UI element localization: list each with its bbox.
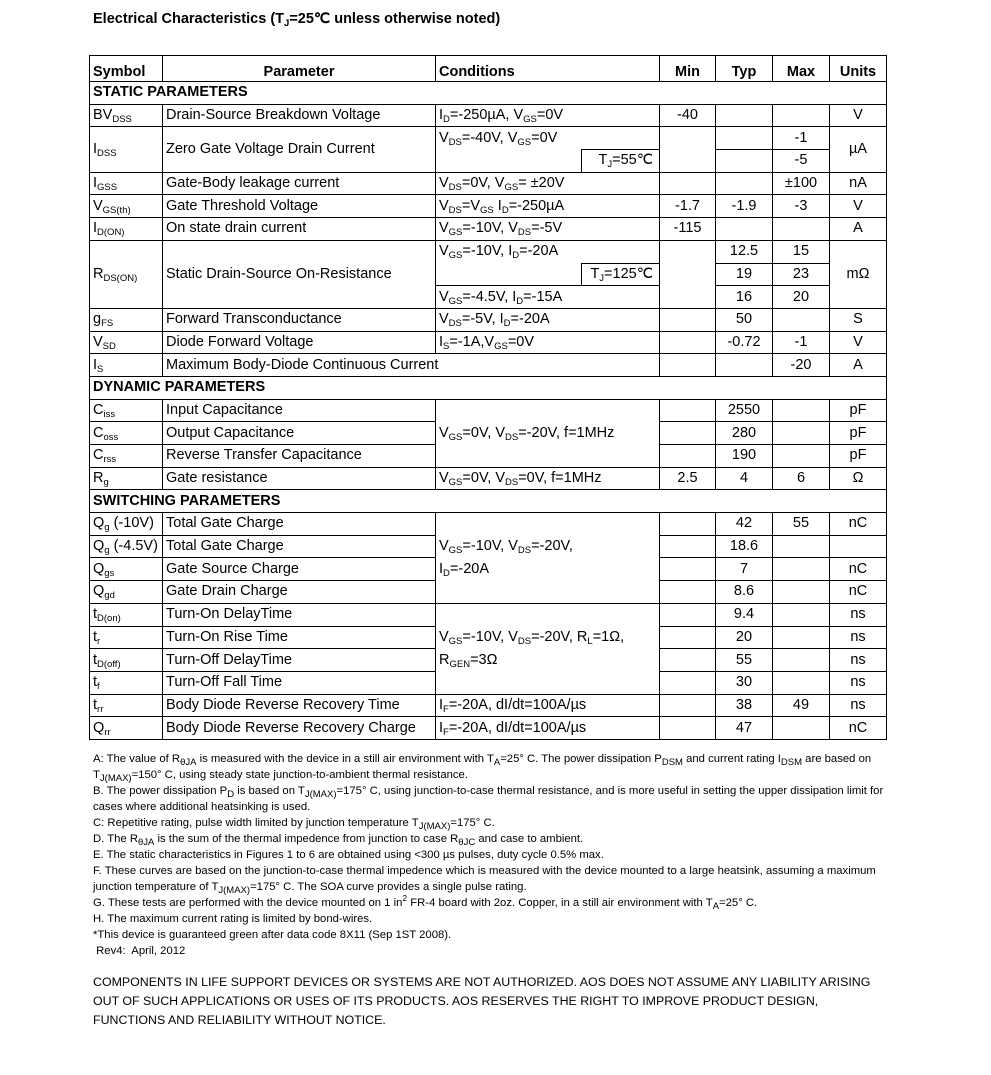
temperature-condition-cell: $T_J=55℃$ bbox=[582, 150, 660, 173]
units-cell: V bbox=[830, 331, 887, 354]
max-cell: 23 bbox=[773, 263, 830, 286]
table-row bbox=[90, 127, 887, 150]
symbol-cell: $t_f$ bbox=[90, 671, 163, 694]
table-row bbox=[90, 104, 887, 127]
parameter-cell: Gate Drain Charge bbox=[163, 581, 436, 604]
parameter-cell: Gate Source Charge bbox=[163, 558, 436, 581]
symbol-cell: $g_{FS}$ bbox=[90, 308, 163, 331]
max-cell bbox=[773, 399, 830, 422]
table-row bbox=[90, 467, 887, 490]
max-cell: -5 bbox=[773, 150, 830, 173]
min-cell: -1.7 bbox=[660, 195, 716, 218]
header-symbol: Symbol bbox=[90, 56, 163, 82]
parameter-cell: Turn-Off Fall Time bbox=[163, 671, 436, 694]
min-cell bbox=[660, 694, 716, 717]
condition-cell: $I_D=-250\mu A$, $V_{GS}=0V$ bbox=[436, 104, 660, 127]
min-cell bbox=[660, 626, 716, 649]
section-static: STATIC PARAMETERS bbox=[90, 82, 887, 105]
min-cell bbox=[660, 581, 716, 604]
max-cell: 49 bbox=[773, 694, 830, 717]
units-cell: ns bbox=[830, 626, 887, 649]
condition-cell: $V_{GS}=-10V$, $I_D=-20A$ bbox=[436, 240, 660, 263]
condition-cell: $V_{GS}=-4.5V$, $I_D=-15A$ bbox=[436, 286, 660, 309]
temperature-condition-cell: $T_J=125℃$ bbox=[582, 263, 660, 286]
typ-cell bbox=[716, 127, 773, 150]
typ-cell: 18.6 bbox=[716, 535, 773, 558]
parameter-cell: Static Drain-Source On-Resistance bbox=[163, 240, 436, 308]
typ-cell: 20 bbox=[716, 626, 773, 649]
parameter-cell: Gate-Body leakage current bbox=[163, 172, 436, 195]
footnote: C: Repetitive rating, pulse width limited by junction temperature $T_{J(MAX)}=175^\circ$ C. bbox=[93, 817, 495, 832]
typ-cell: 16 bbox=[716, 286, 773, 309]
min-cell bbox=[660, 671, 716, 694]
electrical-characteristics-table bbox=[89, 55, 887, 740]
table-row bbox=[90, 399, 887, 422]
max-cell: 15 bbox=[773, 240, 830, 263]
min-cell: -40 bbox=[660, 104, 716, 127]
table-row bbox=[90, 308, 887, 331]
typ-cell bbox=[716, 218, 773, 241]
units-cell: ns bbox=[830, 649, 887, 672]
parameter-cell: Maximum Body-Diode Continuous Current bbox=[163, 354, 660, 377]
units-cell: ns bbox=[830, 671, 887, 694]
typ-cell: 50 bbox=[716, 308, 773, 331]
condition-cell: $I_F=-20A$, dI/dt=100A/µs bbox=[436, 717, 660, 740]
units-cell: V bbox=[830, 195, 887, 218]
table-row bbox=[90, 603, 887, 626]
table-row bbox=[90, 172, 887, 195]
footnote: G. These tests are performed with the device mounted on 1 $in^2$ FR-4 board with 2oz. Copper, in a still air environment with $T_A=25^\circ$ C. bbox=[93, 893, 758, 912]
symbol-cell: $Q_g$ (-4.5V) bbox=[90, 535, 163, 558]
min-cell bbox=[660, 308, 716, 331]
symbol-cell: $C_{oss}$ bbox=[90, 422, 163, 445]
parameter-cell: Output Capacitance bbox=[163, 422, 436, 445]
max-cell bbox=[773, 218, 830, 241]
min-cell bbox=[660, 354, 716, 377]
units-cell: pF bbox=[830, 445, 887, 468]
units-cell: A bbox=[830, 354, 887, 377]
parameter-cell: Turn-On Rise Time bbox=[163, 626, 436, 649]
parameter-cell: Total Gate Charge bbox=[163, 513, 436, 536]
min-cell bbox=[660, 445, 716, 468]
symbol-cell: $C_{iss}$ bbox=[90, 399, 163, 422]
symbol-cell: $I_{D(ON)}$ bbox=[90, 218, 163, 241]
units-cell: nC bbox=[830, 513, 887, 536]
typ-cell: 42 bbox=[716, 513, 773, 536]
units-cell: mΩ bbox=[830, 240, 887, 308]
min-cell bbox=[660, 240, 716, 308]
max-cell bbox=[773, 535, 830, 558]
footnote: F. These curves are based on the junction-to-case thermal impedence which is measured with the device mounted to a large heatsink, assuming a maximum junction temperature of $T_{J(MAX)}=175^\circ$ C. The SOA curve provides a single pulse rating. bbox=[93, 865, 876, 896]
section-switching: SWITCHING PARAMETERS bbox=[90, 490, 887, 513]
footnote: *This device is guaranteed green after data code 8X11 (Sep 1ST 2008). bbox=[93, 929, 452, 941]
units-cell bbox=[830, 535, 887, 558]
condition-cell: $V_{DS}=V_{GS}$ $I_D=-250\mu A$ bbox=[436, 195, 660, 218]
disclaimer: COMPONENTS IN LIFE SUPPORT DEVICES OR SYSTEMS ARE NOT AUTHORIZED. AOS DOES NOT ASSUME ANY LIABILITY ARISING OUT OF SUCH APPLICATIONS OR USES OF ITS PRODUCTS. AOS RESERVES THE RIGHT TO IMPROVE PRODUCT DESIGN, FUNCTIONS AND RELIABILITY WITHOUT NOTICE. bbox=[93, 975, 871, 1027]
max-cell bbox=[773, 649, 830, 672]
symbol-cell: $I_{GSS}$ bbox=[90, 172, 163, 195]
typ-cell: -0.72 bbox=[716, 331, 773, 354]
condition-cell: $V_{GS}=-10V$, $V_{DS}=-20V$, $R_L=1\Omega$, $R_{GEN}=3\Omega$ bbox=[436, 603, 660, 694]
max-cell bbox=[773, 422, 830, 445]
max-cell: 6 bbox=[773, 467, 830, 490]
typ-cell bbox=[716, 104, 773, 127]
typ-cell: 7 bbox=[716, 558, 773, 581]
symbol-cell: $R_{DS(ON)}$ bbox=[90, 240, 163, 308]
max-cell: -1 bbox=[773, 127, 830, 150]
section-dynamic: DYNAMIC PARAMETERS bbox=[90, 376, 887, 399]
header-min: Min bbox=[660, 56, 716, 82]
typ-cell: 8.6 bbox=[716, 581, 773, 604]
typ-cell bbox=[716, 354, 773, 377]
symbol-cell: $t_{D(off)}$ bbox=[90, 649, 163, 672]
typ-cell: -1.9 bbox=[716, 195, 773, 218]
min-cell bbox=[660, 649, 716, 672]
typ-cell bbox=[716, 172, 773, 195]
revision-note: Rev4: April, 2012 bbox=[93, 945, 186, 957]
max-cell bbox=[773, 581, 830, 604]
max-cell: -20 bbox=[773, 354, 830, 377]
condition-cell: $I_F=-20A$, dI/dt=100A/µs bbox=[436, 694, 660, 717]
max-cell: 20 bbox=[773, 286, 830, 309]
header-conditions: Conditions bbox=[436, 56, 660, 82]
footnote: B. The power dissipation $P_D$ is based on $T_{J(MAX)}=175^\circ$ C, using junction-to-case thermal resistance, and is more useful in setting the upper dissipation limit for cases where additional heatsinking is used. bbox=[93, 785, 884, 813]
symbol-cell: $V_{GS(th)}$ bbox=[90, 195, 163, 218]
typ-cell: 190 bbox=[716, 445, 773, 468]
parameter-cell: Input Capacitance bbox=[163, 399, 436, 422]
units-cell: pF bbox=[830, 422, 887, 445]
parameter-cell: Turn-Off DelayTime bbox=[163, 649, 436, 672]
table-row bbox=[90, 240, 887, 263]
max-cell bbox=[773, 671, 830, 694]
units-cell: Ω bbox=[830, 467, 887, 490]
units-cell: µA bbox=[830, 127, 887, 172]
condition-cell: $V_{DS}=0V$, $V_{GS}= \pm 20V$ bbox=[436, 172, 660, 195]
min-cell bbox=[660, 535, 716, 558]
min-cell bbox=[660, 172, 716, 195]
parameter-cell: Gate resistance bbox=[163, 467, 436, 490]
parameter-cell: Reverse Transfer Capacitance bbox=[163, 445, 436, 468]
symbol-cell: $V_{SD}$ bbox=[90, 331, 163, 354]
header-max: Max bbox=[773, 56, 830, 82]
header-typ: Typ bbox=[716, 56, 773, 82]
symbol-cell: $I_{DSS}$ bbox=[90, 127, 163, 172]
condition-cell: $V_{GS}=-10V$, $V_{DS}=-5V$ bbox=[436, 218, 660, 241]
typ-cell: 30 bbox=[716, 671, 773, 694]
parameter-cell: Turn-On DelayTime bbox=[163, 603, 436, 626]
symbol-cell: $Q_g$ (-10V) bbox=[90, 513, 163, 536]
typ-cell: 4 bbox=[716, 467, 773, 490]
min-cell bbox=[660, 717, 716, 740]
symbol-cell: $I_S$ bbox=[90, 354, 163, 377]
condition-cell bbox=[436, 263, 582, 286]
table-row bbox=[90, 354, 887, 377]
units-cell: ns bbox=[830, 603, 887, 626]
symbol-cell: $Q_{rr}$ bbox=[90, 717, 163, 740]
units-cell: pF bbox=[830, 399, 887, 422]
footnote: D. The $R_{\theta JA}$ is the sum of the thermal impedence from junction to case $R_{\theta JC}$ and case to ambient. bbox=[93, 833, 584, 848]
max-cell: ±100 bbox=[773, 172, 830, 195]
table-row bbox=[90, 218, 887, 241]
min-cell bbox=[660, 331, 716, 354]
min-cell bbox=[660, 127, 716, 172]
max-cell bbox=[773, 308, 830, 331]
table-row bbox=[90, 694, 887, 717]
table-row bbox=[90, 513, 887, 536]
condition-cell: $V_{GS}=0V$, $V_{DS}=0V$, f=1MHz bbox=[436, 467, 660, 490]
typ-cell bbox=[716, 150, 773, 173]
min-cell bbox=[660, 422, 716, 445]
condition-cell: $V_{DS}=-5V$, $I_D=-20A$ bbox=[436, 308, 660, 331]
symbol-cell: $Q_{gd}$ bbox=[90, 581, 163, 604]
symbol-cell: $C_{rss}$ bbox=[90, 445, 163, 468]
condition-cell: $I_S=-1A,V_{GS}=0V$ bbox=[436, 331, 660, 354]
max-cell bbox=[773, 603, 830, 626]
parameter-cell: Body Diode Reverse Recovery Time bbox=[163, 694, 436, 717]
condition-cell bbox=[436, 150, 582, 173]
header-units: Units bbox=[830, 56, 887, 82]
max-cell: -3 bbox=[773, 195, 830, 218]
min-cell bbox=[660, 603, 716, 626]
parameter-cell: On state drain current bbox=[163, 218, 436, 241]
units-cell: ns bbox=[830, 694, 887, 717]
symbol-cell: $BV_{DSS}$ bbox=[90, 104, 163, 127]
parameter-cell: Body Diode Reverse Recovery Charge bbox=[163, 717, 436, 740]
parameter-cell: Forward Transconductance bbox=[163, 308, 436, 331]
condition-cell: $V_{GS}=-10V$, $V_{DS}=-20V$, $I_D=-20A$ bbox=[436, 513, 660, 604]
typ-cell: 2550 bbox=[716, 399, 773, 422]
typ-cell: 19 bbox=[716, 263, 773, 286]
footnote: A: The value of $R_{\theta JA}$ is measured with the device in a still air environment with $T_A=25^\circ$ C. The power dissipation $P_{DSM}$ and current rating $I_{DSM}$ are based on $T_{J(MAX)}=150^\circ$ C, using steady state junction-to-ambient thermal resistance. bbox=[93, 753, 872, 784]
condition-cell: $V_{GS}=0V$, $V_{DS}=-20V$, f=1MHz bbox=[436, 399, 660, 467]
max-cell bbox=[773, 445, 830, 468]
table-header-row bbox=[90, 56, 887, 82]
units-cell: nA bbox=[830, 172, 887, 195]
min-cell bbox=[660, 399, 716, 422]
max-cell bbox=[773, 717, 830, 740]
symbol-cell: $R_g$ bbox=[90, 467, 163, 490]
typ-cell: 280 bbox=[716, 422, 773, 445]
condition-cell: $V_{DS}=-40V$, $V_{GS}=0V$ bbox=[436, 127, 660, 150]
symbol-cell: $t_r$ bbox=[90, 626, 163, 649]
min-cell bbox=[660, 513, 716, 536]
units-cell: nC bbox=[830, 581, 887, 604]
max-cell bbox=[773, 104, 830, 127]
typ-cell: 38 bbox=[716, 694, 773, 717]
parameter-cell: Diode Forward Voltage bbox=[163, 331, 436, 354]
symbol-cell: $t_{D(on)}$ bbox=[90, 603, 163, 626]
footnote: H. The maximum current rating is limited by bond-wires. bbox=[93, 913, 373, 925]
units-cell: nC bbox=[830, 717, 887, 740]
min-cell: -115 bbox=[660, 218, 716, 241]
parameter-cell: Drain-Source Breakdown Voltage bbox=[163, 104, 436, 127]
footnote: E. The static characteristics in Figures 1 to 6 are obtained using <300 µs pulses, duty cycle 0.5% max. bbox=[93, 849, 604, 861]
header-parameter: Parameter bbox=[163, 56, 436, 82]
parameter-cell: Zero Gate Voltage Drain Current bbox=[163, 127, 436, 172]
symbol-cell: $t_{rr}$ bbox=[90, 694, 163, 717]
table-row bbox=[90, 195, 887, 218]
max-cell bbox=[773, 626, 830, 649]
typ-cell: 55 bbox=[716, 649, 773, 672]
units-cell: V bbox=[830, 104, 887, 127]
units-cell: S bbox=[830, 308, 887, 331]
table-row bbox=[90, 331, 887, 354]
typ-cell: 47 bbox=[716, 717, 773, 740]
units-cell: A bbox=[830, 218, 887, 241]
max-cell: 55 bbox=[773, 513, 830, 536]
max-cell bbox=[773, 558, 830, 581]
typ-cell: 9.4 bbox=[716, 603, 773, 626]
typ-cell: 12.5 bbox=[716, 240, 773, 263]
symbol-cell: $Q_{gs}$ bbox=[90, 558, 163, 581]
min-cell bbox=[660, 558, 716, 581]
footnotes bbox=[93, 751, 893, 959]
min-cell: 2.5 bbox=[660, 467, 716, 490]
page-title: Electrical Characteristics ($T_J=25℃$ unless otherwise noted) bbox=[93, 11, 501, 29]
parameter-cell: Total Gate Charge bbox=[163, 535, 436, 558]
units-cell: nC bbox=[830, 558, 887, 581]
parameter-cell: Gate Threshold Voltage bbox=[163, 195, 436, 218]
table-row bbox=[90, 717, 887, 740]
max-cell: -1 bbox=[773, 331, 830, 354]
